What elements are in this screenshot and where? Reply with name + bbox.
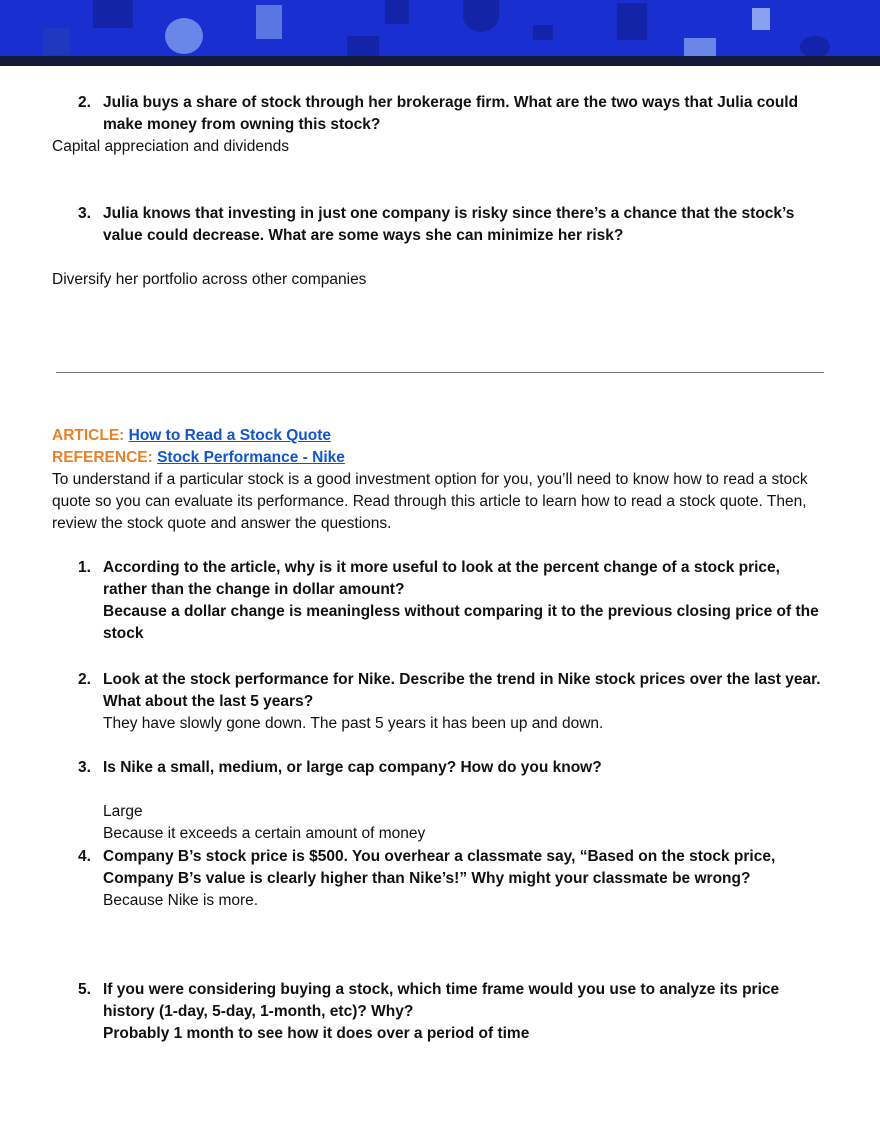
question-text: According to the article, why is it more useful to look at the percent change of a stock price, rather than the change in dollar amount?: [103, 559, 780, 598]
question-number: 2.: [78, 671, 91, 688]
question-4: [78, 846, 828, 912]
question-number: 5.: [78, 981, 91, 998]
answer-text: They have slowly gone down. The past 5 years it has been up and down.: [103, 715, 604, 732]
folder-icon: [93, 0, 133, 28]
answer-text: Diversify her portfolio across other companies: [52, 271, 367, 288]
article-label: ARTICLE:: [52, 427, 125, 444]
document-icon: [256, 5, 282, 39]
piggy-bank-icon: [800, 36, 830, 58]
question-3: [78, 757, 828, 845]
document-icon: [43, 28, 70, 55]
answer-text: Capital appreciation and dividends: [52, 138, 289, 155]
article-link[interactable]: How to Read a Stock Quote: [128, 427, 332, 444]
answer-text: Large: [103, 803, 143, 820]
banner-bottom-band: [0, 56, 880, 66]
question-3: [78, 203, 828, 247]
calculator-icon: [385, 0, 409, 24]
header-banner: [0, 0, 880, 66]
divider: [56, 372, 824, 373]
reference-link[interactable]: Stock Performance - Nike: [157, 449, 345, 466]
question-1: [78, 557, 828, 645]
answer-text: Because Nike is more.: [103, 892, 259, 909]
piggy-bank-icon: [463, 0, 499, 32]
question-text: Julia knows that investing in just one company is risky since there’s a chance that the stock’s value could decrease. What are some ways she can minimize her risk?: [103, 205, 795, 244]
piggy-bank-icon: [165, 18, 203, 54]
question-number: 3.: [78, 759, 91, 776]
folder-icon: [347, 36, 379, 58]
question-number: 3.: [78, 205, 91, 222]
question-text: If you were considering buying a stock, which time frame would you use to analyze its price history (1-day, 5-day, 1-month, etc)? Why?: [103, 981, 780, 1020]
answer-text: Because a dollar change is meaningless without comparing it to the previous closing price of the stock: [103, 603, 819, 642]
question-2: [78, 92, 828, 136]
calculator-icon: [617, 3, 647, 40]
article-line: [52, 425, 832, 447]
question-text: Company B’s stock price is $500. You overhear a classmate say, “Based on the stock price, Company B’s value is clearly higher than Nike’s!” Why might your classmate be wrong?: [103, 848, 776, 887]
intro-paragraph: To understand if a particular stock is a good investment option for you, you’ll need to know how to read a stock quote so you can evaluate its performance. Read through this article to learn how to read a stock quote. Then, review the stock quote and answer the questions.: [52, 471, 808, 532]
reference-line: [52, 447, 832, 469]
reference-label: REFERENCE:: [52, 449, 153, 466]
question-number: 4.: [78, 848, 91, 865]
folder-icon: [533, 25, 553, 40]
question-text: Is Nike a small, medium, or large cap company? How do you know?: [103, 759, 602, 776]
question-2: [78, 669, 828, 735]
answer-text: Probably 1 month to see how it does over a period of time: [103, 1025, 530, 1042]
answer-text: Because it exceeds a certain amount of money: [103, 825, 426, 842]
folder-icon: [684, 38, 716, 58]
question-number: 2.: [78, 94, 91, 111]
question-5: [78, 979, 828, 1045]
question-number: 1.: [78, 559, 91, 576]
question-text: Julia buys a share of stock through her brokerage firm. What are the two ways that Julia could make money from owning this stock?: [103, 94, 799, 133]
question-text: Look at the stock performance for Nike. Describe the trend in Nike stock prices over the last year. What about the last 5 years?: [103, 671, 821, 710]
calculator-icon: [752, 8, 770, 30]
